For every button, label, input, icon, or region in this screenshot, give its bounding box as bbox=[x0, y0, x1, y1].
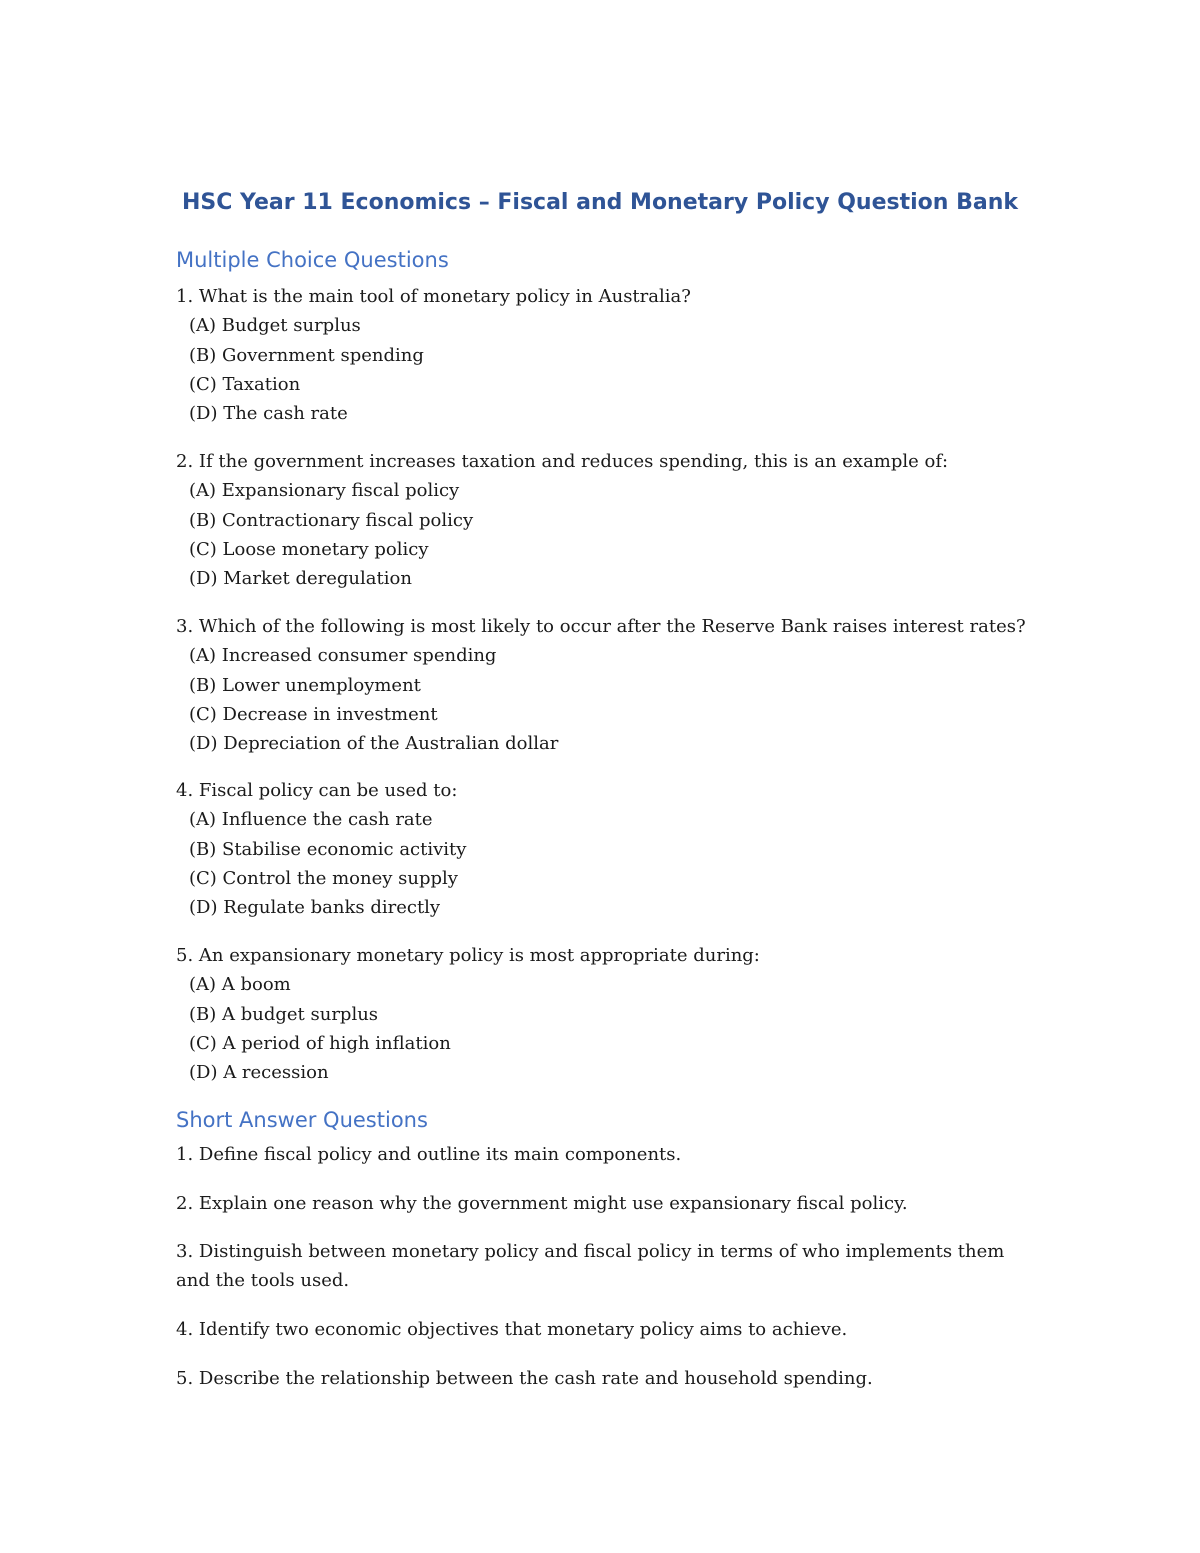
option-a: (A) Budget surplus bbox=[189, 315, 361, 337]
option-d: (D) Market deregulation bbox=[189, 568, 412, 590]
saq-question-2 bbox=[176, 1190, 1036, 1219]
option-a: (A) A boom bbox=[189, 974, 291, 996]
question-stem: 4. Fiscal policy can be used to: bbox=[176, 780, 458, 801]
question-stem: 2. If the government increases taxation and reduces spending, this is an example of: bbox=[176, 451, 949, 472]
option-a: (A) Influence the cash rate bbox=[189, 809, 433, 831]
option-d: (D) A recession bbox=[189, 1062, 329, 1084]
saq-text: 2. Explain one reason why the government might use expansionary fiscal policy. bbox=[176, 1193, 908, 1214]
mcq-question-4 bbox=[176, 776, 1036, 922]
option-b: (B) A budget surplus bbox=[189, 1003, 379, 1025]
option-b: (B) Contractionary fiscal policy bbox=[189, 509, 474, 531]
mcq-heading: Multiple Choice Questions bbox=[176, 248, 449, 272]
saq-heading: Short Answer Questions bbox=[176, 1108, 428, 1132]
saq-question-5 bbox=[176, 1365, 1036, 1394]
question-stem: 5. An expansionary monetary policy is most appropriate during: bbox=[176, 945, 760, 966]
option-c: (C) Taxation bbox=[189, 373, 301, 395]
option-d: (D) The cash rate bbox=[189, 403, 348, 425]
mcq-question-3 bbox=[176, 612, 1036, 758]
option-d: (D) Depreciation of the Australian dollar bbox=[189, 733, 559, 755]
option-a: (A) Increased consumer spending bbox=[189, 645, 497, 667]
document-title: HSC Year 11 Economics – Fiscal and Monetary Policy Question Bank bbox=[181, 190, 1018, 215]
option-b: (B) Lower unemployment bbox=[189, 674, 421, 696]
option-b: (B) Government spending bbox=[189, 344, 424, 366]
saq-text: 1. Define fiscal policy and outline its main components. bbox=[176, 1144, 682, 1165]
option-a: (A) Expansionary fiscal policy bbox=[189, 480, 460, 502]
option-d: (D) Regulate banks directly bbox=[189, 897, 441, 919]
saq-question-1 bbox=[176, 1141, 1036, 1170]
option-b: (B) Stabilise economic activity bbox=[189, 838, 467, 860]
saq-text: 4. Identify two economic objectives that monetary policy aims to achieve. bbox=[176, 1319, 848, 1340]
mcq-question-2 bbox=[176, 447, 1036, 593]
option-c: (C) A period of high inflation bbox=[189, 1032, 451, 1054]
option-c: (C) Loose monetary policy bbox=[189, 538, 429, 560]
saq-text: 3. Distinguish between monetary policy and fiscal policy in terms of who implements them and the tools used. bbox=[176, 1241, 1005, 1291]
option-c: (C) Control the money supply bbox=[189, 867, 458, 889]
mcq-question-1 bbox=[176, 282, 1036, 428]
saq-text: 5. Describe the relationship between the cash rate and household spending. bbox=[176, 1368, 873, 1389]
option-c: (C) Decrease in investment bbox=[189, 703, 438, 725]
question-stem: 1. What is the main tool of monetary policy in Australia? bbox=[176, 286, 691, 307]
saq-question-4 bbox=[176, 1316, 1036, 1345]
question-stem: 3. Which of the following is most likely to occur after the Reserve Bank raises interest rates? bbox=[176, 616, 1026, 637]
saq-question-3 bbox=[176, 1238, 1016, 1295]
mcq-question-5 bbox=[176, 941, 1036, 1087]
